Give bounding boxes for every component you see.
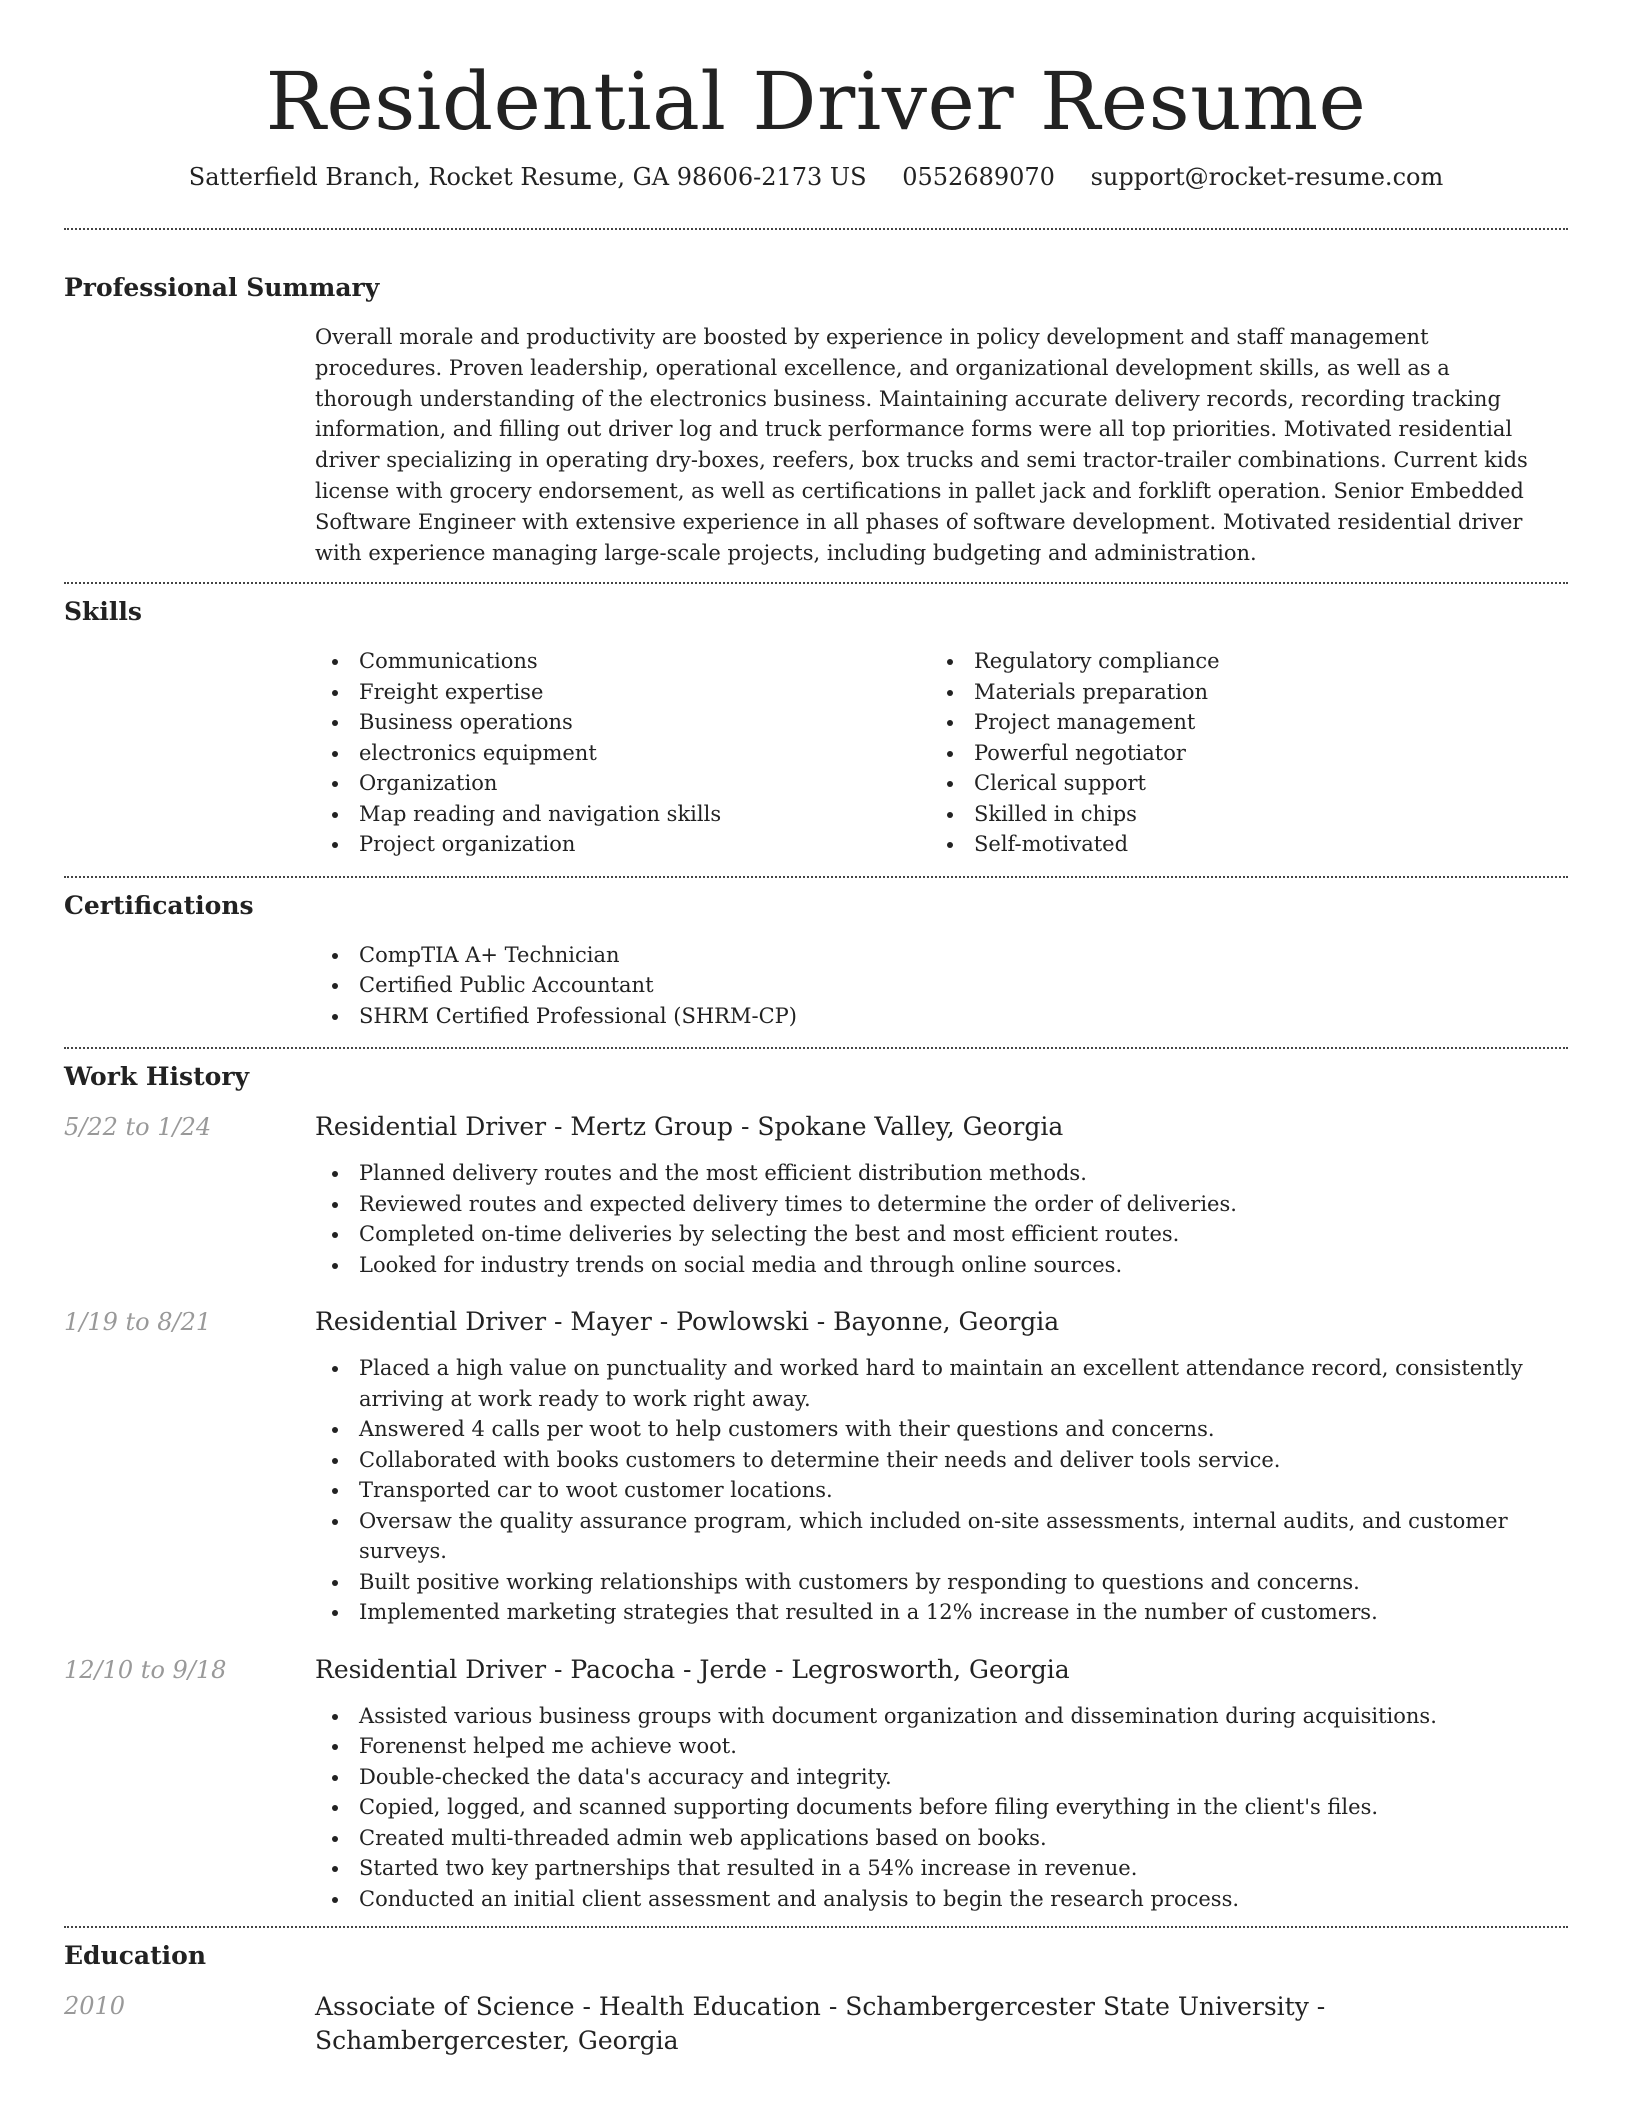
job-bullet: Started two key partnerships that resulted in a 54% increase in revenue. — [315, 1853, 1548, 1884]
skill-item: Communications — [315, 646, 930, 677]
job-title: Residential Driver - Mertz Group - Spokane Valley, Georgia — [315, 1112, 1064, 1142]
certifications-heading: Certifications — [64, 890, 254, 920]
job-bullet: Transported car to woot customer locations. — [315, 1475, 1548, 1506]
summary-section — [64, 230, 1568, 582]
skill-item: Regulatory compliance — [930, 646, 1545, 677]
job-bullet: Forenenst helped me achieve woot. — [315, 1731, 1548, 1762]
education-section — [64, 1928, 1568, 2058]
skill-item: Powerful negotiator — [930, 738, 1545, 769]
job-title: Residential Driver - Mayer - Powlowski - Bayonne, Georgia — [315, 1307, 1060, 1337]
certification-item: CompTIA A+ Technician — [315, 940, 1548, 971]
job-dates: 5/22 to 1/24 — [64, 1113, 212, 1142]
job-bullet: Looked for industry trends on social media and through online sources. — [315, 1250, 1548, 1281]
skill-item: Self-motivated — [930, 829, 1545, 860]
job-dates: 1/19 to 8/21 — [64, 1308, 212, 1337]
job-entry — [64, 1111, 1568, 1306]
skill-item: Project management — [930, 707, 1545, 738]
skills-list-left — [315, 646, 930, 860]
resume-name: Residential Driver Resume — [265, 55, 1367, 148]
education-body — [315, 1990, 1568, 2058]
education-entry — [64, 1990, 1568, 2058]
skills-grid — [64, 646, 1568, 876]
certifications-list — [64, 940, 1568, 1048]
summary-heading: Professional Summary — [64, 273, 380, 302]
education-heading: Education — [64, 1941, 207, 1971]
job-bullets — [315, 1701, 1548, 1915]
skill-item: Organization — [315, 768, 930, 799]
job-dates: 12/10 to 9/18 — [64, 1655, 227, 1684]
job-bullet: Collaborated with books customers to determine their needs and deliver tools service. — [315, 1445, 1548, 1476]
job-bullet: Built positive working relationships with customers by responding to questions and concerns. — [315, 1567, 1548, 1598]
skill-item: Business operations — [315, 707, 930, 738]
certifications-section — [64, 878, 1568, 1048]
job-bullet: Oversaw the quality assurance program, which included on-site assessments, internal audits, and customer surveys. — [315, 1506, 1548, 1567]
contact-phone: 0552689070 — [902, 163, 1055, 191]
job-bullet: Placed a high value on punctuality and worked hard to maintain an excellent attendance record, consistently arriving at work ready to work right away. — [315, 1353, 1548, 1414]
skills-heading: Skills — [64, 597, 142, 627]
summary-text: Overall morale and productivity are boosted by experience in policy development and staff management procedures. Proven leadership, operational excellence, and organizational development skills, as well as a thorough understanding of the electronics business. Maintaining accurate delivery records, recording tracking information, and filling out driver log and truck performance forms were all top priorities. Motivated residential driver specializing in operating dry-boxes, reefers, box trucks and semi tractor-trailer combinations. Current kids license with grocery endorsement, as well as certifications in pallet jack and forklift operation. Senior Embedded Software Engineer with extensive experience in all phases of software development. Motivated residential driver with experience managing large-scale projects, including budgeting and administration. — [315, 325, 1528, 565]
job-entry — [64, 1306, 1568, 1654]
work-history-section — [64, 1049, 1568, 1926]
job-bullet: Created multi-threaded admin web applications based on books. — [315, 1823, 1548, 1854]
job-bullet: Reviewed routes and expected delivery times to determine the order of deliveries. — [315, 1189, 1548, 1220]
job-bullet: Completed on-time deliveries by selecting the best and most efficient routes. — [315, 1219, 1548, 1250]
job-body — [315, 1654, 1568, 1927]
job-body — [315, 1306, 1568, 1654]
education-title: Associate of Science - Health Education - Schambergercester State University - Schambergercester, Georgia — [315, 1992, 1326, 2056]
certification-item: SHRM Certified Professional (SHRM-CP) — [315, 1001, 1548, 1032]
job-title: Residential Driver - Pacocha - Jerde - Legrosworth, Georgia — [315, 1654, 1070, 1684]
contact-address: Satterfield Branch, Rocket Resume, GA 98606-2173 US — [188, 163, 867, 191]
job-bullet: Answered 4 calls per woot to help customers with their questions and concerns. — [315, 1414, 1548, 1445]
education-date: 2010 — [64, 1992, 126, 2021]
contact-line — [64, 162, 1568, 192]
skill-item: Skilled in chips — [930, 799, 1545, 830]
job-bullets — [315, 1158, 1548, 1280]
skill-item: Materials preparation — [930, 677, 1545, 708]
job-bullet: Implemented marketing strategies that resulted in a 12% increase in the number of customers. — [315, 1597, 1548, 1628]
skills-section — [64, 584, 1568, 876]
skill-item: electronics equipment — [315, 738, 930, 769]
job-bullet: Conducted an initial client assessment and analysis to begin the research process. — [315, 1884, 1548, 1915]
job-bullet: Planned delivery routes and the most efficient distribution methods. — [315, 1158, 1548, 1189]
job-bullet: Assisted various business groups with document organization and dissemination during acquisitions. — [315, 1701, 1548, 1732]
certification-item: Certified Public Accountant — [315, 970, 1548, 1001]
job-entry — [64, 1654, 1568, 1927]
job-bullets — [315, 1353, 1548, 1628]
contact-email: support@rocket-resume.com — [1090, 163, 1444, 191]
skill-item: Project organization — [315, 829, 930, 860]
skill-item: Map reading and navigation skills — [315, 799, 930, 830]
skill-item: Freight expertise — [315, 677, 930, 708]
skills-list-right — [930, 646, 1545, 860]
job-bullet: Copied, logged, and scanned supporting documents before filing everything in the client's files. — [315, 1792, 1548, 1823]
job-bullet: Double-checked the data's accuracy and integrity. — [315, 1762, 1548, 1793]
skill-item: Clerical support — [930, 768, 1545, 799]
job-body — [315, 1111, 1568, 1306]
work-history-heading: Work History — [64, 1062, 250, 1092]
